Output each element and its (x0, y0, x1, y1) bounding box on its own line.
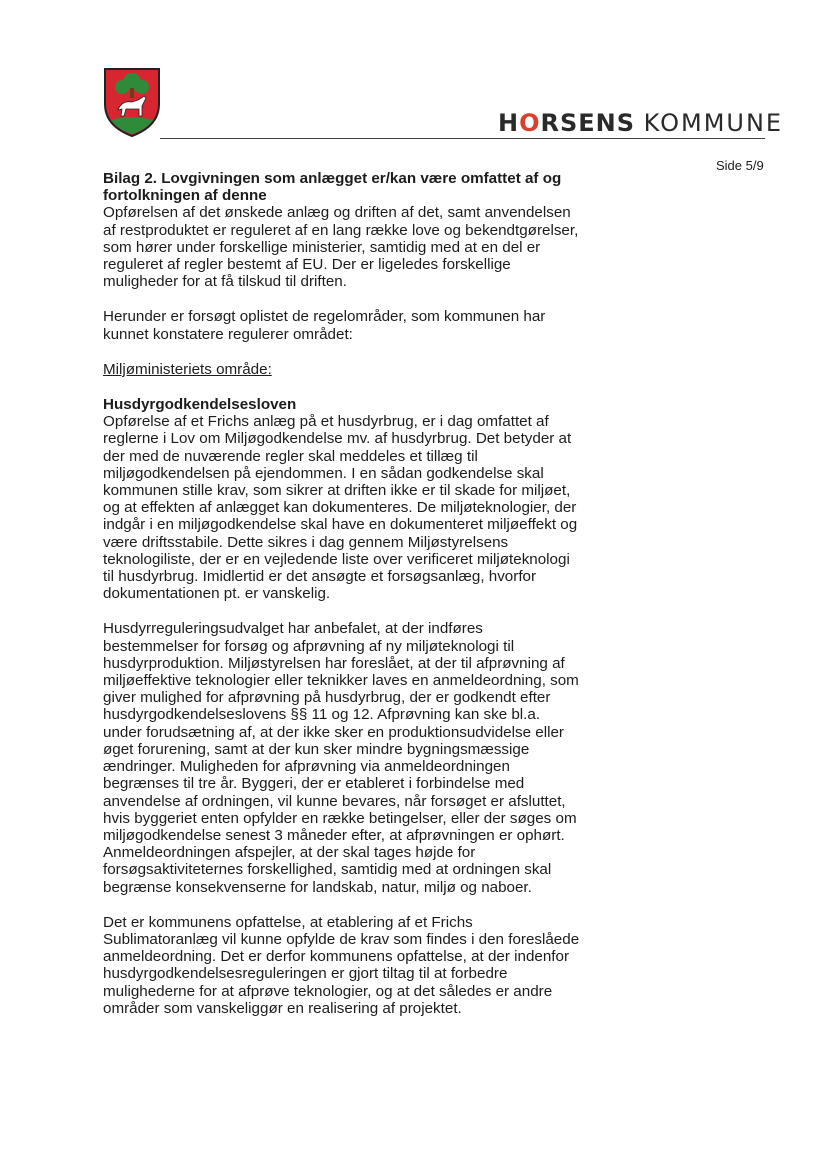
municipality-wordmark (498, 109, 784, 137)
wordmark-kommune: KOMMUNE (643, 109, 784, 137)
section-title: Miljøministeriets område: (103, 360, 272, 378)
intro-paragraph: Opførelsen af det ønskede anlæg og driften af det, samt anvendelsen af restproduktet er reguleret af en lang række love og bekendtgørelser, som hører under forskellige ministerier, samtidig med at en del er reguleret af regler bestemt af EU. Der er ligeledes forskellige muligheder for at få tilskud til driften. (103, 204, 579, 291)
header-rule (160, 138, 765, 139)
document-heading: Bilag 2. Lovgivningen som anlægget er/kan være omfattet af og fortolkningen af denne (103, 170, 562, 205)
wordmark-h: H (498, 109, 520, 137)
page-number: Side 5/9 (716, 158, 764, 173)
wordmark-o: O (519, 109, 541, 137)
document-body (103, 170, 581, 1017)
paragraph-3: Det er kommunens opfattelse, at etablering af et Frichs Sublimatoranlæg vil kunne opfylde de krav som findes i den foreslåede anmeldeordning. Det er derfor kommunens opfattelse, at der indenfor husdyrgodkendelsesreguleringen er gjort tiltag til at forbedre mulighederne for at afprøve teknologier, og at det således er andre områder som vanskeliggør en realisering af projektet. (103, 913, 580, 1017)
list-intro-paragraph: Herunder er forsøgt oplistet de regelområder, som kommunen har kunnet konstatere regulerer området: (103, 308, 546, 343)
municipal-crest-logo (102, 66, 162, 138)
subsection-heading: Husdyrgodkendelsesloven (103, 396, 297, 414)
paragraph-2: Husdyrreguleringsudvalget har anbefalet, at der indføres bestemmelser for forsøg og afprøvning af ny miljøteknologi til husdyrproduktion. Miljøstyrelsen har foreslået, at der til afprøvning af miljøeffektive teknologier eller teknikker laves en anmeldeordning, som giver mulighed for afprøvning på husdyrbrug, der er godkendt efter husdyrgodkendelseslovens §§ 11 og 12. Afprøvning kan ske bl.a. under forudsætning af, at der ikke sker en produktionsudvidelse eller øget forurening, samt at der kun sker mindre bygningsmæssige ændringer. Muligheden for afprøvning via anmeldeordningen begrænses til tre år. Byggeri, der er etableret i forbindelse med anvendelse af ordningen, vil kunne bevares, når forsøget er afsluttet, hvis byggeriet enten opfylder en række betingelser, eller der søges om miljøgodkendelse senest 3 måneder efter, at afprøvningen er ophørt. Anmeldeordningen afspejler, at der skal tages højde for forsøgsaktiviteternes forskellighed, samtidig med at ordningen skal begrænse konsekvenserne for landskab, natur, miljø og naboer. (103, 620, 579, 896)
paragraph-1: Opførelse af et Frichs anlæg på et husdyrbrug, er i dag omfattet af reglerne i Lov om Miljøgodkendelse mv. af husdyrbrug. Det betyder at der med de nuværende regler skal meddeles et tillæg til miljøgodkendelsen på ejendommen. I en sådan godkendelse skal kommunen stille krav, som sikrer at driften ikke er til skade for miljøet, og at effekten af anlægget kan dokumenteres. De miljøteknologier, der indgår i en miljøgodkendelse skal have en dokumenteret miljøeffekt og være driftsstabile. Dette sikres i dag gennem Miljøstyrelsens teknologiliste, der er en vejledende liste over verificeret miljøteknologi til husdyrbrug. Imidlertid er det ansøgte et forsøgsanlæg, hvorfor dokumentationen pt. er vanskelig. (103, 413, 578, 603)
wordmark-rsens: RSENS (540, 109, 636, 137)
